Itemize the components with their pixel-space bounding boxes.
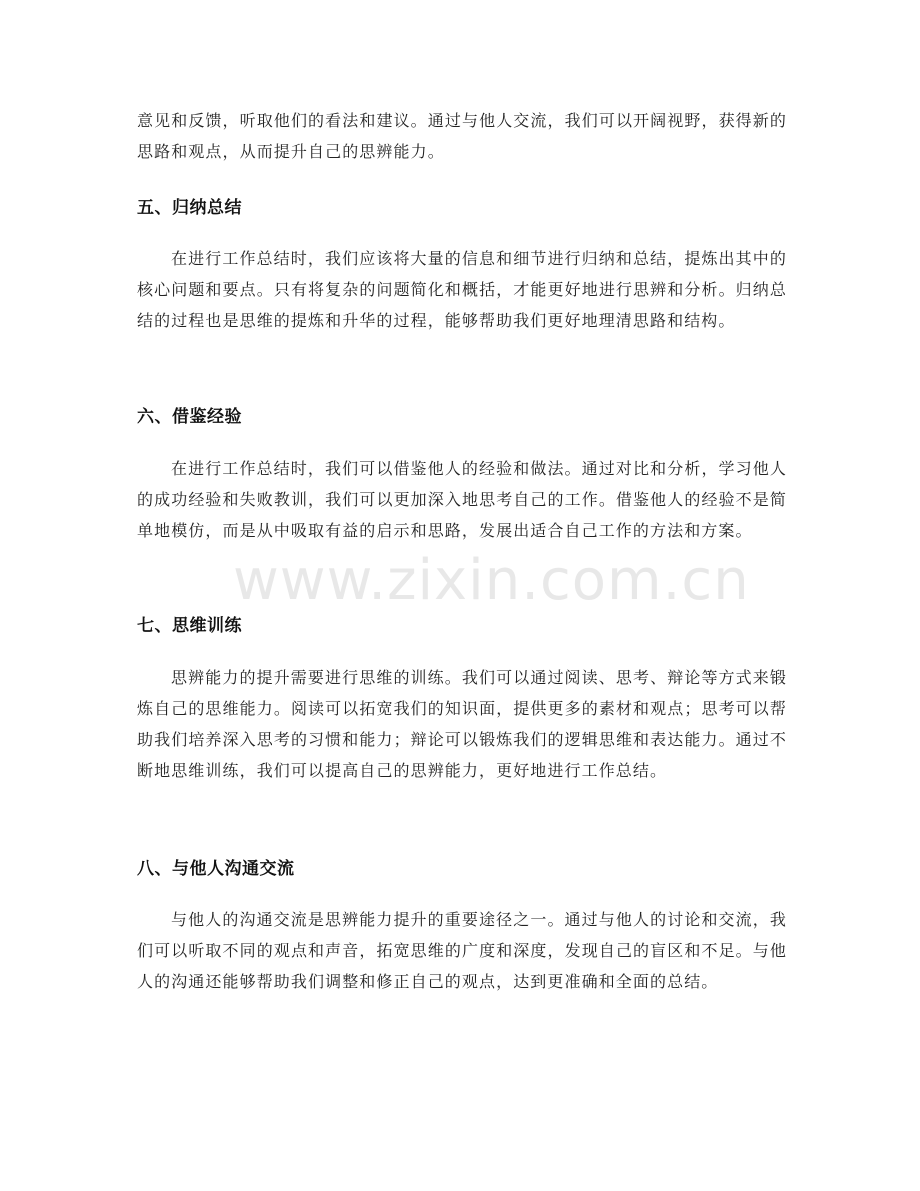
section-heading-8: 八、与他人沟通交流 (137, 859, 295, 879)
paragraph-continuation: 意见和反馈，听取他们的看法和建议。通过与他人交流，我们可以开阔视野，获得新的思路和观点，从而提升自己的思辨能力。 (137, 111, 787, 161)
watermark: www.zixin.com.cn (233, 548, 750, 613)
paragraph-section-8: 与他人的沟通交流是思辨能力提升的重要途径之一。通过与他人的讨论和交流，我们可以听取不同的观点和声音，拓宽思维的广度和深度，发现自己的盲区和不足。与他人的沟通还能够帮助我们调整和修正自己的观点，达到更准确和全面的总结。 (137, 910, 787, 991)
section-heading-5: 五、归纳总结 (137, 198, 242, 218)
paragraph-section-7: 思辨能力的提升需要进行思维的训练。我们可以通过阅读、思考、辩论等方式来锻炼自己的思维能力。阅读可以拓宽我们的知识面，提供更多的素材和观点；思考可以帮助我们培养深入思考的习惯和能力；辩论可以锻炼我们的逻辑思维和表达能力。通过不断地思维训练，我们可以提高自己的思辨能力，更好地进行工作总结。 (137, 668, 787, 780)
section-heading-6: 六、借鉴经验 (137, 407, 242, 427)
paragraph-section-6: 在进行工作总结时，我们可以借鉴他人的经验和做法。通过对比和分析，学习他人的成功经验和失败教训，我们可以更加深入地思考自己的工作。借鉴他人的经验不是简单地模仿，而是从中吸取有益的启示和思路，发展出适合自己工作的方法和方案。 (137, 459, 787, 540)
paragraph-section-5: 在进行工作总结时，我们应该将大量的信息和细节进行归纳和总结，提炼出其中的核心问题和要点。只有将复杂的问题简化和概括，才能更好地进行思辨和分析。归纳总结的过程也是思维的提炼和升华的过程，能够帮助我们更好地理清思路和结构。 (137, 249, 787, 330)
section-heading-7: 七、思维训练 (137, 616, 242, 636)
